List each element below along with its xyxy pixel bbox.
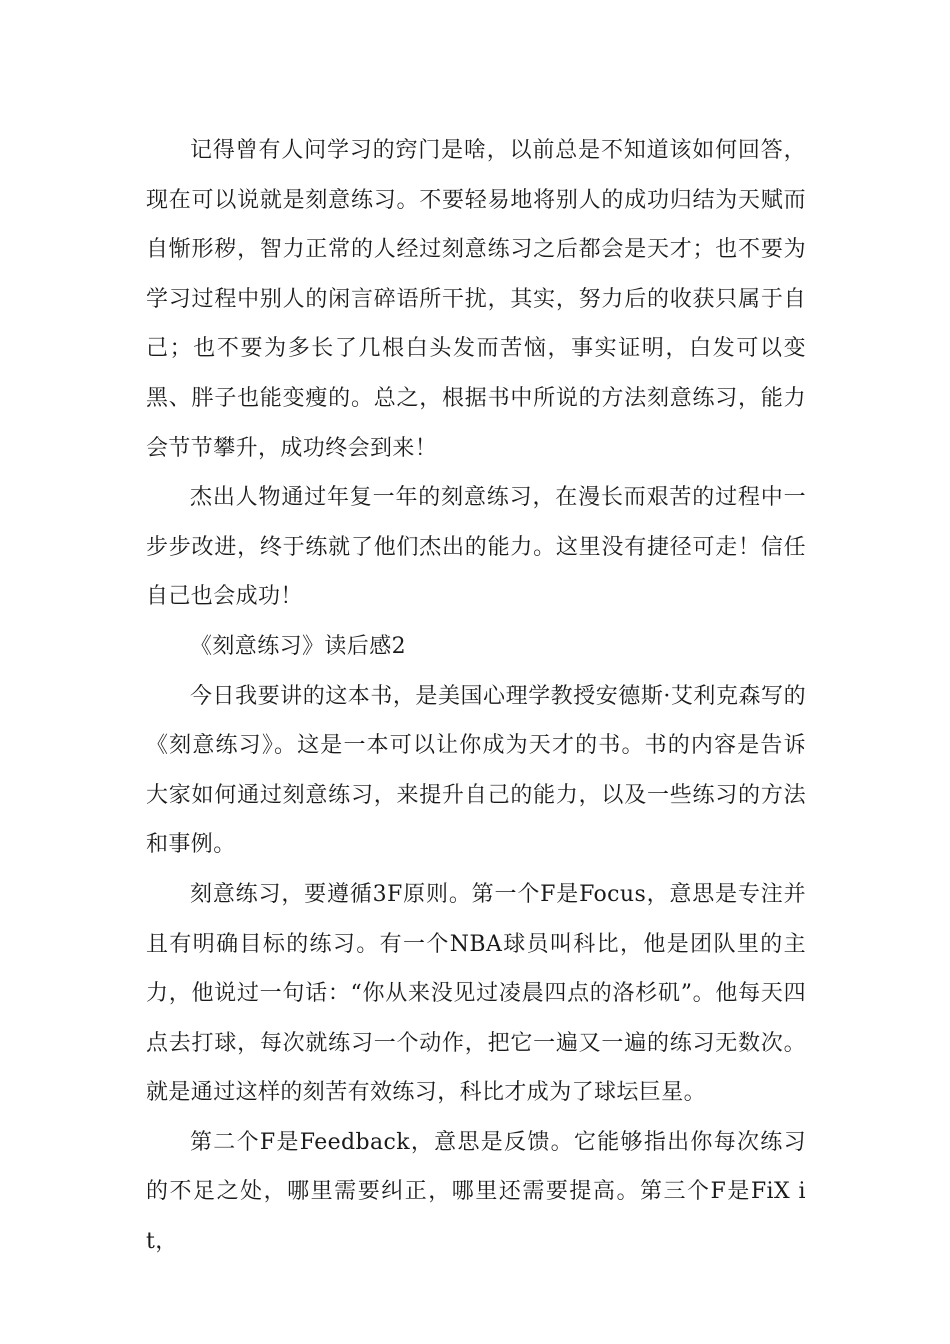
document-body [146, 126, 806, 1267]
paragraph-book-intro: 今日我要讲的这本书，是美国心理学教授安德斯·艾利克森写的《刻意练习》。这是一本可以让你成为天才的书。书的内容是告诉大家如何通过刻意练习，来提升自己的能力，以及一些练习的方法和事例。 [146, 683, 806, 858]
section-heading: 《刻意练习》读后感2 [190, 633, 406, 659]
paragraph-3f-feedback: 第二个F是Feedback，意思是反馈。它能够指出你每次练习的不足之处，哪里需要纠正，哪里还需要提高。第三个F是FiX it， [146, 1129, 806, 1255]
paragraph-3f-focus: 刻意练习，要遵循3F原则。第一个F是Focus，意思是专注并且有明确目标的练习。有一个NBA球员叫科比，他是团队里的主力，他说过一句话：“你从来没见过凌晨四点的洛杉矶”。他每天四点去打球，每次就练习一个动作，把它一遍又一遍的练习无数次。就是通过这样的刻苦有效练习，科比才成为了球坛巨星。 [146, 881, 806, 1106]
paragraph-deliberate-practice-secret: 记得曾有人问学习的窍门是啥，以前总是不知道该如何回答，现在可以说就是刻意练习。不要轻易地将别人的成功归结为天赋而自惭形秽，智力正常的人经过刻意练习之后都会是天才；也不要为学习过程中别人的闲言碎语所干扰，其实，努力后的收获只属于自己；也不要为多长了几根白头发而苦恼，事实证明，白发可以变黑、胖子也能变瘦的。总之，根据书中所说的方法刻意练习，能力会节节攀升，成功终会到来！ [146, 138, 806, 461]
paragraph-outstanding-people: 杰出人物通过年复一年的刻意练习，在漫长而艰苦的过程中一步步改进，终于练就了他们杰出的能力。这里没有捷径可走！信任自己也会成功！ [146, 485, 806, 610]
